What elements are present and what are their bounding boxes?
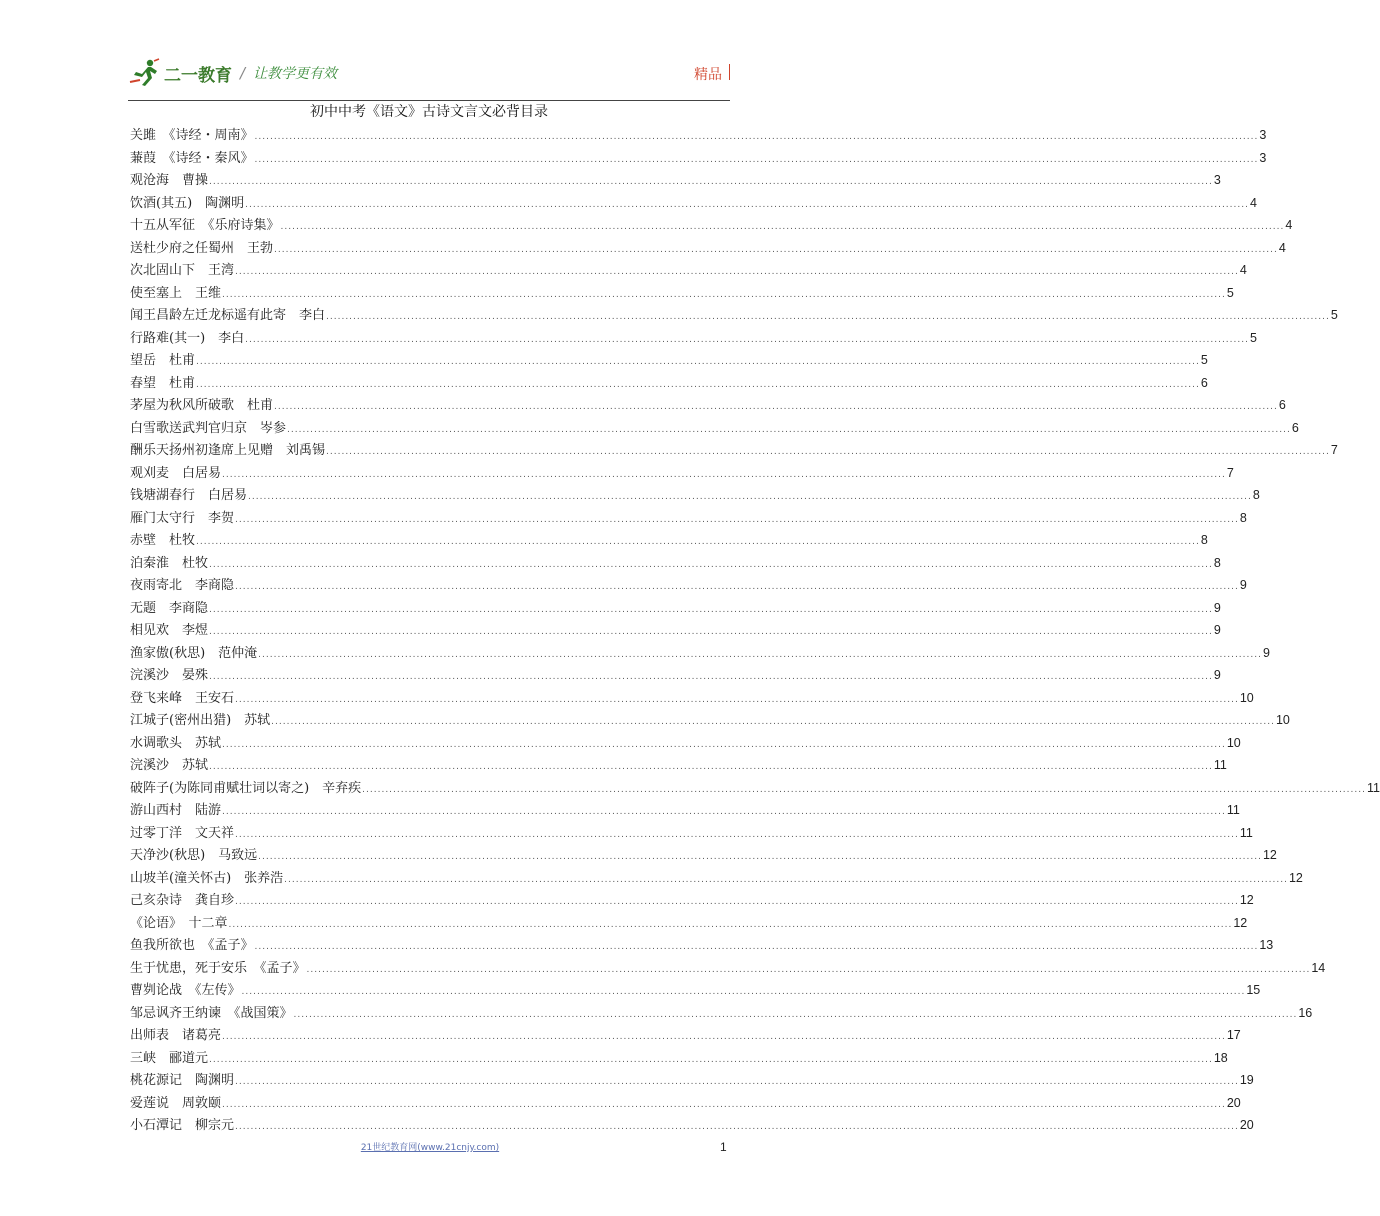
toc-leader-dots: .................................................................................................................................................................................................................................................................... [235,1122,1239,1132]
toc-entry[interactable] [130,214,1293,237]
toc-entry-page: 9 [1262,645,1270,660]
toc-leader-dots: .................................................................................................................................................................................................................................................................... [245,334,1249,345]
toc-leader-dots: .................................................................................................................................................................................................................................................................... [235,694,1239,705]
toc-entry-page: 10 [1226,735,1241,750]
toc-entry[interactable] [130,259,1247,282]
toc-entry[interactable] [130,462,1234,485]
toc-entry-title: 行路难(其一) 李白 [130,330,245,346]
toc-entry-title: 出师表 诸葛亮 [130,1028,222,1043]
toc-entry-title: 春望 杜甫 [130,375,196,391]
toc-entry[interactable] [130,304,1338,327]
toc-entry[interactable] [130,687,1254,710]
toc-leader-dots: .................................................................................................................................................................................................................................................................... [235,897,1239,907]
toc-entry[interactable] [130,777,1380,800]
toc-leader-dots: .................................................................................................................................................................................................................................................................... [196,357,1200,367]
toc-entry-title: 浣溪沙 晏殊 [130,668,209,683]
toc-entry-title: 山坡羊(潼关怀古) 张养浩 [130,870,284,886]
toc-entry[interactable] [130,822,1253,845]
toc-entry[interactable] [130,889,1254,912]
toc-entry-page: 5 [1226,285,1234,300]
toc-entry-page: 8 [1239,510,1247,525]
toc-entry[interactable] [130,934,1274,957]
toc-leader-dots: .................................................................................................................................................................................................................................................................... [293,1009,1298,1020]
toc-entry-title: 相见欢 李煜 [130,623,209,638]
toc-entry[interactable] [130,844,1277,867]
toc-entry-title: 望岳 杜甫 [130,353,196,368]
toc-entry[interactable] [130,349,1208,372]
page-header [128,52,730,96]
toc-entry[interactable] [130,709,1290,732]
toc-entry[interactable] [130,507,1247,530]
toc-entry-title: 夜雨寄北 李商隐 [130,578,235,593]
toc-entry[interactable] [130,237,1286,260]
page-number: 1 [720,1140,727,1154]
toc-entry[interactable] [130,192,1257,215]
toc-entry-title: 己亥杂诗 龚自珍 [130,893,235,908]
toc-entry[interactable] [130,147,1267,170]
toc-entry-page: 4 [1239,263,1247,277]
toc-leader-dots: .................................................................................................................................................................................................................................................................... [254,154,1259,165]
toc-entry-page: 9 [1239,578,1247,592]
toc-entry-page: 11 [1239,825,1253,840]
toc-entry[interactable] [130,912,1248,935]
toc-leader-dots: .................................................................................................................................................................................................................................................................... [196,537,1200,547]
toc-entry-page: 10 [1275,713,1290,727]
toc-leader-dots: .................................................................................................................................................................................................................................................................... [284,874,1288,885]
toc-entry-page: 8 [1252,488,1260,502]
toc-leader-dots: .................................................................................................................................................................................................................................................................... [235,582,1239,592]
toc-entry-page: 3 [1259,150,1267,165]
toc-leader-dots: .................................................................................................................................................................................................................................................................... [228,919,1233,930]
toc-leader-dots: .................................................................................................................................................................................................................................................................... [196,379,1200,390]
toc-leader-dots: .................................................................................................................................................................................................................................................................... [258,852,1262,862]
toc-entry-page: 3 [1213,173,1221,187]
toc-entry-title: 闻王昌龄左迁龙标遥有此寄 李白 [130,308,326,323]
toc-entry-page: 7 [1330,443,1338,457]
toc-entry-title: 无题 李商隐 [130,600,209,616]
toc-entry[interactable] [130,1047,1228,1070]
toc-entry-title: 《论语》 十二章 [130,915,228,931]
toc-entry[interactable] [130,957,1326,980]
toc-entry-title: 酬乐天扬州初逢席上见赠 刘禹锡 [130,443,326,458]
toc-leader-dots: .................................................................................................................................................................................................................................................................... [209,672,1213,682]
logo-text: 二一教育 [164,65,232,86]
toc-leader-dots: .................................................................................................................................................................................................................................................................... [245,199,1249,210]
toc-entry-page: 7 [1226,465,1234,480]
toc-leader-dots: .................................................................................................................................................................................................................................................................... [222,289,1226,300]
toc-entry-page: 19 [1239,1073,1254,1087]
toc-leader-dots: .................................................................................................................................................................................................................................................................... [222,807,1226,817]
toc-entry-title: 雁门太守行 李贺 [130,510,235,526]
toc-entry[interactable] [130,124,1267,147]
toc-entry-title: 天净沙(秋思) 马致远 [130,848,258,863]
toc-entry-title: 饮酒(其五) 陶渊明 [130,195,245,211]
toc-entry-page: 10 [1239,690,1254,705]
toc-entry-title: 蒹葭 《诗经・秦风》 [130,150,254,166]
toc-entry-page: 8 [1213,555,1221,570]
toc-entry-title: 浣溪沙 苏轼 [130,758,209,773]
logo [128,58,337,88]
toc-entry-page: 11 [1213,758,1227,772]
toc-entry-title: 小石潭记 柳宗元 [130,1118,235,1133]
toc-entry[interactable] [130,552,1221,575]
toc-entry[interactable] [130,417,1299,440]
toc-entry-page: 4 [1285,218,1293,232]
toc-entry[interactable] [130,664,1221,687]
slogan: 让教学更有效 [253,66,338,82]
toc-entry-title: 使至塞上 王维 [130,285,222,301]
toc-leader-dots: .................................................................................................................................................................................................................................................................... [280,222,1285,232]
toc-entry-title: 茅屋为秋风所破歌 杜甫 [130,398,274,413]
toc-entry-title: 关雎 《诗经・周南》 [130,128,254,143]
toc-leader-dots: .................................................................................................................................................................................................................................................................... [326,447,1330,457]
toc-entry-title: 钱塘湖春行 白居易 [130,488,248,503]
toc-entry-page: 18 [1213,1050,1228,1065]
toc-entry[interactable] [130,732,1241,755]
toc-entry-page: 11 [1226,803,1240,817]
toc-entry-title: 观刈麦 白居易 [130,465,222,481]
toc-entry[interactable] [130,1024,1241,1047]
toc-leader-dots: .................................................................................................................................................................................................................................................................... [254,942,1259,952]
table-of-contents [130,124,1380,1137]
toc-entry[interactable] [130,439,1338,462]
badge-divider [729,64,730,80]
toc-entry-title: 送杜少府之任蜀州 王勃 [130,240,274,256]
toc-entry-title: 渔家傲(秋思) 范仲淹 [130,645,258,661]
toc-entry-page: 9 [1213,623,1221,637]
toc-entry-page: 8 [1200,533,1208,547]
toc-entry-title: 登飞来峰 王安石 [130,690,235,706]
toc-entry[interactable] [130,1114,1254,1137]
toc-leader-dots: .................................................................................................................................................................................................................................................................... [326,312,1330,322]
toc-leader-dots: .................................................................................................................................................................................................................................................................... [235,829,1239,840]
toc-leader-dots: .................................................................................................................................................................................................................................................................... [274,402,1278,412]
toc-leader-dots: .................................................................................................................................................................................................................................................................... [235,267,1239,277]
toc-entry[interactable] [130,574,1247,597]
toc-entry-title: 江城子(密州出猎) 苏轼 [130,713,271,728]
toc-entry[interactable] [130,327,1257,350]
toc-leader-dots: .................................................................................................................................................................................................................................................................... [235,514,1239,525]
toc-entry-page: 14 [1311,960,1326,975]
toc-entry[interactable] [130,394,1286,417]
toc-leader-dots: .................................................................................................................................................................................................................................................................... [235,1077,1239,1087]
toc-entry[interactable] [130,867,1303,890]
toc-entry[interactable] [130,529,1208,552]
toc-entry[interactable] [130,1069,1254,1092]
toc-entry[interactable] [130,169,1221,192]
toc-entry-page: 4 [1249,195,1257,210]
toc-leader-dots: .................................................................................................................................................................................................................................................................... [258,649,1262,660]
toc-leader-dots: .................................................................................................................................................................................................................................................................... [254,132,1259,142]
header-rule [128,100,730,101]
toc-leader-dots: .................................................................................................................................................................................................................................................................... [209,559,1213,570]
toc-entry-page: 6 [1291,420,1299,435]
toc-entry-title: 观沧海 曹操 [130,173,209,188]
toc-leader-dots: .................................................................................................................................................................................................................................................................... [241,987,1246,997]
toc-entry-page: 15 [1246,983,1261,997]
toc-entry-title: 破阵子(为陈同甫赋壮词以寄之) 辛弃疾 [130,780,362,796]
toc-leader-dots: .................................................................................................................................................................................................................................................................... [222,469,1226,480]
toc-leader-dots: .................................................................................................................................................................................................................................................................... [306,964,1311,975]
toc-leader-dots: .................................................................................................................................................................................................................................................................... [287,424,1291,435]
toc-entry[interactable] [130,619,1221,642]
toc-entry-title: 过零丁洋 文天祥 [130,825,235,841]
toc-entry-title: 邹忌讽齐王纳谏 《战国策》 [130,1005,293,1021]
toc-entry-title: 桃花源记 陶渊明 [130,1073,235,1088]
toc-entry-title: 曹刿论战 《左传》 [130,983,241,998]
toc-leader-dots: .................................................................................................................................................................................................................................................................... [222,739,1226,750]
toc-entry-title: 水调歌头 苏轼 [130,735,222,751]
toc-entry-page: 13 [1259,938,1274,952]
toc-entry[interactable] [130,484,1260,507]
toc-leader-dots: .................................................................................................................................................................................................................................................................... [209,604,1213,615]
runner-logo-icon [128,58,162,88]
toc-entry-page: 3 [1259,128,1267,142]
toc-entry-page: 5 [1330,308,1338,322]
toc-entry-title: 鱼我所欲也 《孟子》 [130,938,254,953]
toc-entry-page: 12 [1288,870,1303,885]
footer-source-link[interactable]: 21世纪教育网(www.21cnjy.com) [360,1143,500,1153]
toc-entry-page: 12 [1262,848,1277,862]
toc-entry-page: 5 [1200,353,1208,367]
toc-entry-page: 20 [1239,1118,1254,1132]
toc-entry[interactable] [130,372,1208,395]
toc-leader-dots: .................................................................................................................................................................................................................................................................... [271,717,1275,727]
toc-entry-title: 赤壁 杜牧 [130,533,196,548]
toc-leader-dots: .................................................................................................................................................................................................................................................................... [362,784,1366,795]
toc-entry[interactable] [130,1092,1241,1115]
toc-entry-page: 9 [1213,600,1221,615]
toc-entry-page: 12 [1239,893,1254,907]
toc-entry[interactable] [130,754,1227,777]
toc-entry-title: 生于忧患，死于安乐 《孟子》 [130,960,306,976]
toc-entry[interactable] [130,799,1240,822]
toc-entry-page: 16 [1298,1005,1313,1020]
toc-entry-page: 6 [1278,398,1286,412]
toc-entry[interactable] [130,979,1261,1002]
toc-entry-page: 5 [1249,330,1257,345]
toc-entry-page: 9 [1213,668,1221,682]
toc-leader-dots: .................................................................................................................................................................................................................................................................... [209,627,1213,637]
toc-entry[interactable] [130,642,1270,665]
toc-entry-page: 11 [1366,780,1380,795]
toc-entry-page: 17 [1226,1028,1241,1042]
toc-entry-title: 白雪歌送武判官归京 岑参 [130,420,287,436]
toc-entry-title: 十五从军征 《乐府诗集》 [130,218,280,233]
premium-badge: 精品 [694,67,722,83]
toc-entry-page: 20 [1226,1095,1241,1110]
toc-entry-title: 次北固山下 王湾 [130,263,235,278]
page-title: 初中中考《语文》古诗文言文必背目录 [310,104,548,120]
toc-leader-dots: .................................................................................................................................................................................................................................................................... [209,762,1213,772]
toc-entry[interactable] [130,597,1221,620]
toc-leader-dots: .................................................................................................................................................................................................................................................................... [222,1032,1226,1042]
toc-leader-dots: .................................................................................................................................................................................................................................................................... [274,244,1278,255]
toc-entry-page: 6 [1200,375,1208,390]
toc-entry-title: 爱莲说 周敦颐 [130,1095,222,1111]
toc-leader-dots: .................................................................................................................................................................................................................................................................... [209,177,1213,187]
toc-entry-page: 12 [1233,915,1248,930]
toc-entry[interactable] [130,1002,1313,1025]
toc-leader-dots: .................................................................................................................................................................................................................................................................... [248,492,1252,502]
toc-entry-title: 泊秦淮 杜牧 [130,555,209,571]
toc-entry-title: 三峡 郦道元 [130,1050,209,1066]
toc-entry-title: 游山西村 陆游 [130,803,222,818]
toc-entry-page: 4 [1278,240,1286,255]
toc-leader-dots: .................................................................................................................................................................................................................................................................... [209,1054,1213,1065]
header-separator: / [240,64,246,82]
toc-entry[interactable] [130,282,1234,305]
toc-leader-dots: .................................................................................................................................................................................................................................................................... [222,1099,1226,1110]
